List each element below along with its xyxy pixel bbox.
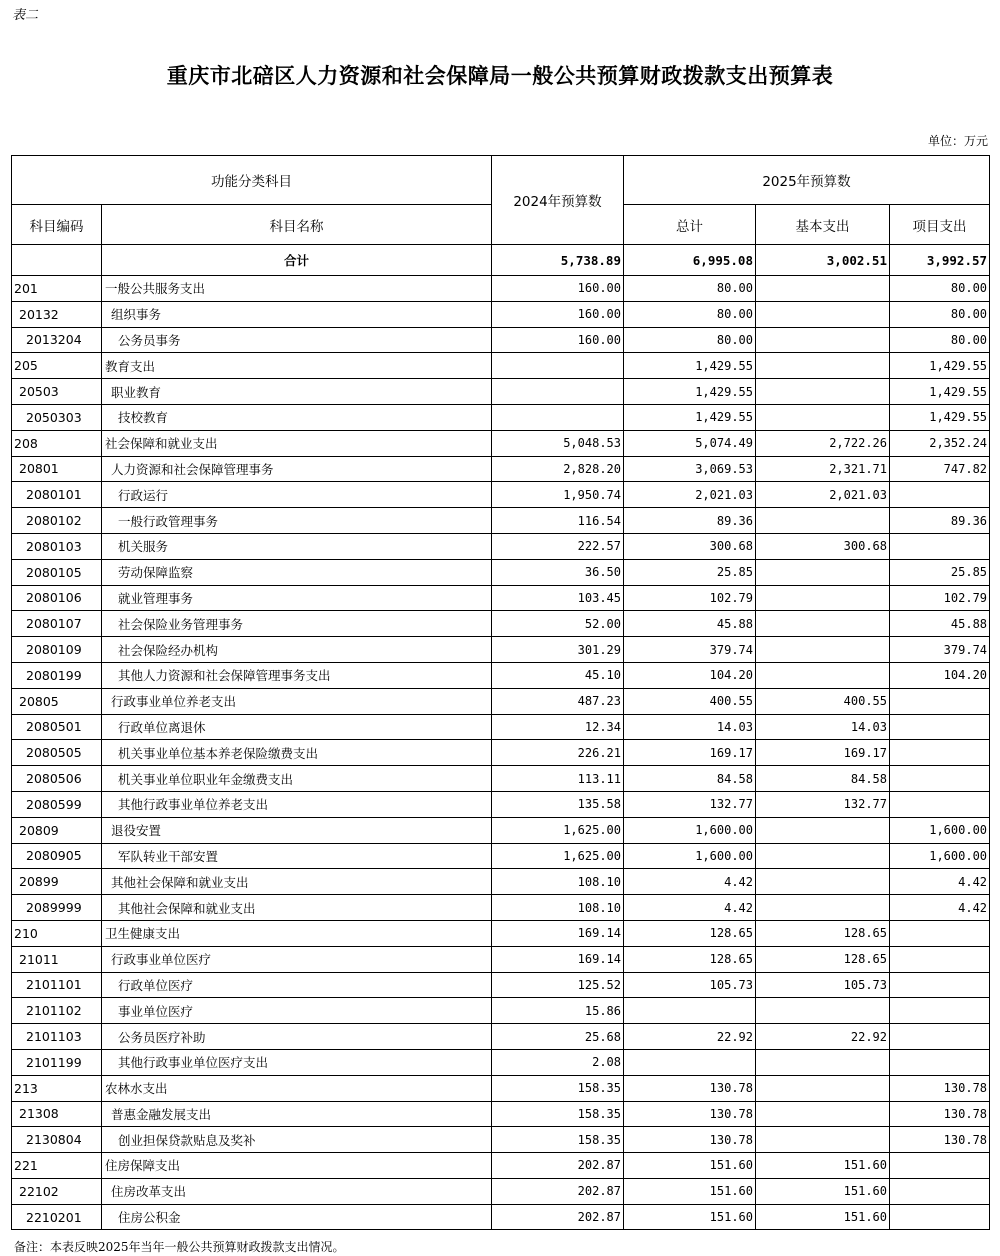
b2024-cell: 113.11 [492,766,624,792]
name-cell: 机关事业单位基本养老保险缴费支出 [102,740,492,766]
table-row [12,1101,990,1127]
name-cell: 机关服务 [102,533,492,559]
total-cell: 5,074.49 [624,430,756,456]
name-cell: 行政运行 [102,482,492,508]
table-row [12,1153,990,1179]
b2024-cell: 5,048.53 [492,430,624,456]
basic-cell: 169.17 [756,740,890,766]
project-cell: 4.42 [890,895,990,921]
name-cell: 其他行政事业单位养老支出 [102,791,492,817]
code-cell: 201 [12,276,102,302]
name-cell: 教育支出 [102,353,492,379]
code-cell: 205 [12,353,102,379]
header-total: 总计 [624,205,756,245]
basic-cell [756,843,890,869]
code-cell: 2210201 [12,1204,102,1230]
table-row [12,920,990,946]
project-cell: 1,429.55 [890,379,990,405]
basic-cell [756,662,890,688]
name-cell: 住房改革支出 [102,1178,492,1204]
b2024-cell: 52.00 [492,611,624,637]
total-cell: 151.60 [624,1153,756,1179]
project-cell [890,1204,990,1230]
table-row [12,456,990,482]
total-cell: 80.00 [624,276,756,302]
code-cell: 2080905 [12,843,102,869]
code-cell: 2080107 [12,611,102,637]
header-basic: 基本支出 [756,205,890,245]
code-cell: 2080506 [12,766,102,792]
name-cell: 职业教育 [102,379,492,405]
total-cell: 4.42 [624,869,756,895]
b2024-cell: 169.14 [492,946,624,972]
total-cell: 105.73 [624,972,756,998]
b2024-cell [492,353,624,379]
table-row [12,404,990,430]
basic-cell: 2,722.26 [756,430,890,456]
name-cell: 就业管理事务 [102,585,492,611]
table-row [12,766,990,792]
b2024-cell: 160.00 [492,276,624,302]
name-cell: 创业担保贷款贴息及奖补 [102,1127,492,1153]
table-row [12,714,990,740]
total-row [12,245,990,276]
project-cell [890,1178,990,1204]
total-cell: 89.36 [624,508,756,534]
table-row [12,276,990,302]
basic-cell: 22.92 [756,1024,890,1050]
code-cell: 20809 [12,817,102,843]
header-name: 科目名称 [102,205,492,245]
table-row [12,972,990,998]
page-title: 重庆市北碚区人力资源和社会保障局一般公共预算财政拨款支出预算表 [166,63,834,88]
project-cell: 130.78 [890,1101,990,1127]
basic-cell [756,585,890,611]
total-cell: 104.20 [624,662,756,688]
name-cell: 组织事务 [102,301,492,327]
table-row [12,1178,990,1204]
total-cell: 1,429.55 [624,404,756,430]
total-cell: 130.78 [624,1127,756,1153]
total-label: 合计 [102,245,492,276]
project-cell: 130.78 [890,1075,990,1101]
b2024-cell: 160.00 [492,327,624,353]
project-cell: 80.00 [890,301,990,327]
basic-cell [756,379,890,405]
header-budget-2025: 2025年预算数 [624,156,990,205]
basic-cell: 128.65 [756,946,890,972]
project-cell: 379.74 [890,637,990,663]
code-cell: 20503 [12,379,102,405]
b2024-cell: 103.45 [492,585,624,611]
project-cell [890,740,990,766]
total-cell: 132.77 [624,791,756,817]
project-cell: 1,429.55 [890,353,990,379]
basic-cell [756,998,890,1024]
b2024-cell: 2.08 [492,1049,624,1075]
project-cell: 25.85 [890,559,990,585]
table-row [12,1024,990,1050]
name-cell: 军队转业干部安置 [102,843,492,869]
total-cell: 2,021.03 [624,482,756,508]
total-project: 3,992.57 [890,245,990,276]
project-cell: 4.42 [890,869,990,895]
basic-cell [756,1049,890,1075]
project-cell: 1,429.55 [890,404,990,430]
b2024-cell: 1,625.00 [492,817,624,843]
basic-cell [756,559,890,585]
b2024-cell: 1,625.00 [492,843,624,869]
table-row [12,482,990,508]
b2024-cell: 116.54 [492,508,624,534]
b2024-cell: 301.29 [492,637,624,663]
code-cell: 213 [12,1075,102,1101]
table-row [12,1075,990,1101]
code-cell: 2101102 [12,998,102,1024]
table-row [12,1204,990,1230]
table-row [12,301,990,327]
basic-cell [756,301,890,327]
basic-cell [756,353,890,379]
table-row [12,611,990,637]
name-cell: 人力资源和社会保障管理事务 [102,456,492,482]
table-row [12,1049,990,1075]
table-row [12,379,990,405]
code-cell: 2080199 [12,662,102,688]
b2024-cell: 12.34 [492,714,624,740]
total-cell: 4.42 [624,895,756,921]
project-cell [890,688,990,714]
name-cell: 农林水支出 [102,1075,492,1101]
basic-cell: 128.65 [756,920,890,946]
name-cell: 住房公积金 [102,1204,492,1230]
name-cell: 行政事业单位医疗 [102,946,492,972]
table-row [12,791,990,817]
b2024-cell: 135.58 [492,791,624,817]
table-row [12,688,990,714]
b2024-cell: 222.57 [492,533,624,559]
basic-cell: 84.58 [756,766,890,792]
code-cell: 2080102 [12,508,102,534]
b2024-cell: 487.23 [492,688,624,714]
b2024-cell: 226.21 [492,740,624,766]
basic-cell: 151.60 [756,1178,890,1204]
project-cell: 747.82 [890,456,990,482]
b2024-cell: 2,828.20 [492,456,624,482]
code-cell: 21011 [12,946,102,972]
b2024-cell: 25.68 [492,1024,624,1050]
total-cell: 80.00 [624,301,756,327]
code-cell: 2080109 [12,637,102,663]
basic-cell [756,637,890,663]
basic-cell [756,895,890,921]
basic-cell: 105.73 [756,972,890,998]
b2024-cell: 125.52 [492,972,624,998]
project-cell [890,972,990,998]
basic-cell [756,1075,890,1101]
project-cell [890,1024,990,1050]
code-cell: 208 [12,430,102,456]
code-cell: 2080599 [12,791,102,817]
name-cell: 其他社会保障和就业支出 [102,895,492,921]
b2024-cell [492,379,624,405]
name-cell: 公务员医疗补助 [102,1024,492,1050]
table-row [12,843,990,869]
header-code: 科目编码 [12,205,102,245]
basic-cell: 300.68 [756,533,890,559]
total-cell: 128.65 [624,920,756,946]
project-cell: 130.78 [890,1127,990,1153]
code-cell: 20132 [12,301,102,327]
basic-cell: 2,321.71 [756,456,890,482]
code-cell: 2013204 [12,327,102,353]
basic-cell [756,817,890,843]
project-cell [890,1153,990,1179]
total-cell: 25.85 [624,559,756,585]
b2024-cell: 108.10 [492,869,624,895]
code-cell: 2080101 [12,482,102,508]
code-cell: 2101103 [12,1024,102,1050]
b2024-cell: 158.35 [492,1101,624,1127]
b2024-cell: 160.00 [492,301,624,327]
table-row [12,637,990,663]
total-cell: 1,429.55 [624,379,756,405]
table-row [12,508,990,534]
project-cell: 80.00 [890,276,990,302]
project-cell [890,791,990,817]
total-cell: 3,069.53 [624,456,756,482]
total-cell: 379.74 [624,637,756,663]
code-cell: 22102 [12,1178,102,1204]
code-cell: 2080501 [12,714,102,740]
total-cell: 1,600.00 [624,817,756,843]
code-cell: 2130804 [12,1127,102,1153]
table-row [12,430,990,456]
total-cell: 14.03 [624,714,756,740]
project-cell: 1,600.00 [890,843,990,869]
total-cell [624,998,756,1024]
name-cell: 普惠金融发展支出 [102,1101,492,1127]
b2024-cell: 202.87 [492,1153,624,1179]
name-cell: 社会保险业务管理事务 [102,611,492,637]
total-b2024: 5,738.89 [492,245,624,276]
project-cell: 89.36 [890,508,990,534]
b2024-cell: 158.35 [492,1075,624,1101]
total-cell: 22.92 [624,1024,756,1050]
table-row [12,533,990,559]
total-cell: 151.60 [624,1178,756,1204]
b2024-cell: 202.87 [492,1178,624,1204]
total-cell: 130.78 [624,1101,756,1127]
document-label: 表二 [12,8,39,23]
basic-cell [756,869,890,895]
name-cell: 卫生健康支出 [102,920,492,946]
basic-cell: 151.60 [756,1153,890,1179]
b2024-cell: 15.86 [492,998,624,1024]
footnote: 备注：本表反映2025年当年一般公共预算财政拨款支出情况。 [14,1240,345,1254]
code-cell: 21308 [12,1101,102,1127]
project-cell [890,714,990,740]
b2024-cell: 169.14 [492,920,624,946]
basic-cell [756,1101,890,1127]
b2024-cell: 36.50 [492,559,624,585]
project-cell: 80.00 [890,327,990,353]
header-budget-2024: 2024年预算数 [492,156,624,245]
total-cell: 400.55 [624,688,756,714]
table-row [12,1127,990,1153]
unit-label: 单位：万元 [927,134,988,148]
name-cell: 一般公共服务支出 [102,276,492,302]
total-cell: 45.88 [624,611,756,637]
basic-cell: 151.60 [756,1204,890,1230]
project-cell [890,920,990,946]
name-cell: 行政单位离退休 [102,714,492,740]
total-cell [624,1049,756,1075]
table-row [12,740,990,766]
project-cell [890,946,990,972]
table-row [12,817,990,843]
name-cell: 社会保障和就业支出 [102,430,492,456]
name-cell: 其他行政事业单位医疗支出 [102,1049,492,1075]
total-cell: 169.17 [624,740,756,766]
code-cell: 20899 [12,869,102,895]
basic-cell [756,1127,890,1153]
basic-cell: 14.03 [756,714,890,740]
total-cell: 151.60 [624,1204,756,1230]
total-cell: 1,600.00 [624,843,756,869]
basic-cell: 400.55 [756,688,890,714]
code-cell: 2080103 [12,533,102,559]
table-row [12,998,990,1024]
table-row [12,353,990,379]
total-total: 6,995.08 [624,245,756,276]
name-cell: 行政单位医疗 [102,972,492,998]
project-cell [890,1049,990,1075]
b2024-cell: 45.10 [492,662,624,688]
basic-cell: 132.77 [756,791,890,817]
b2024-cell [492,404,624,430]
total-cell: 130.78 [624,1075,756,1101]
name-cell: 社会保险经办机构 [102,637,492,663]
name-cell: 住房保障支出 [102,1153,492,1179]
project-cell [890,533,990,559]
code-cell: 20805 [12,688,102,714]
project-cell [890,998,990,1024]
project-cell: 2,352.24 [890,430,990,456]
table-row [12,585,990,611]
table-row [12,662,990,688]
code-cell: 2101199 [12,1049,102,1075]
code-cell: 2089999 [12,895,102,921]
project-cell [890,482,990,508]
total-cell: 128.65 [624,946,756,972]
project-cell: 45.88 [890,611,990,637]
basic-cell: 2,021.03 [756,482,890,508]
name-cell: 行政事业单位养老支出 [102,688,492,714]
project-cell: 104.20 [890,662,990,688]
header-func-class: 功能分类科目 [12,156,492,205]
name-cell: 其他社会保障和就业支出 [102,869,492,895]
name-cell: 一般行政管理事务 [102,508,492,534]
basic-cell [756,276,890,302]
basic-cell [756,611,890,637]
total-code-cell [12,245,102,276]
code-cell: 221 [12,1153,102,1179]
project-cell: 1,600.00 [890,817,990,843]
code-cell: 2080105 [12,559,102,585]
code-cell: 20801 [12,456,102,482]
total-basic: 3,002.51 [756,245,890,276]
table-row [12,869,990,895]
code-cell: 210 [12,920,102,946]
table-row [12,946,990,972]
total-cell: 80.00 [624,327,756,353]
budget-table [11,155,990,1230]
name-cell: 其他人力资源和社会保障管理事务支出 [102,662,492,688]
b2024-cell: 202.87 [492,1204,624,1230]
total-cell: 1,429.55 [624,353,756,379]
b2024-cell: 1,950.74 [492,482,624,508]
table-row [12,327,990,353]
code-cell: 2050303 [12,404,102,430]
basic-cell [756,327,890,353]
table-row [12,559,990,585]
header-project: 项目支出 [890,205,990,245]
code-cell: 2080106 [12,585,102,611]
table-row [12,895,990,921]
basic-cell [756,404,890,430]
name-cell: 机关事业单位职业年金缴费支出 [102,766,492,792]
total-cell: 84.58 [624,766,756,792]
total-cell: 102.79 [624,585,756,611]
name-cell: 退役安置 [102,817,492,843]
name-cell: 公务员事务 [102,327,492,353]
name-cell: 技校教育 [102,404,492,430]
code-cell: 2101101 [12,972,102,998]
name-cell: 劳动保障监察 [102,559,492,585]
basic-cell [756,508,890,534]
project-cell: 102.79 [890,585,990,611]
name-cell: 事业单位医疗 [102,998,492,1024]
code-cell: 2080505 [12,740,102,766]
b2024-cell: 158.35 [492,1127,624,1153]
total-cell: 300.68 [624,533,756,559]
project-cell [890,766,990,792]
b2024-cell: 108.10 [492,895,624,921]
